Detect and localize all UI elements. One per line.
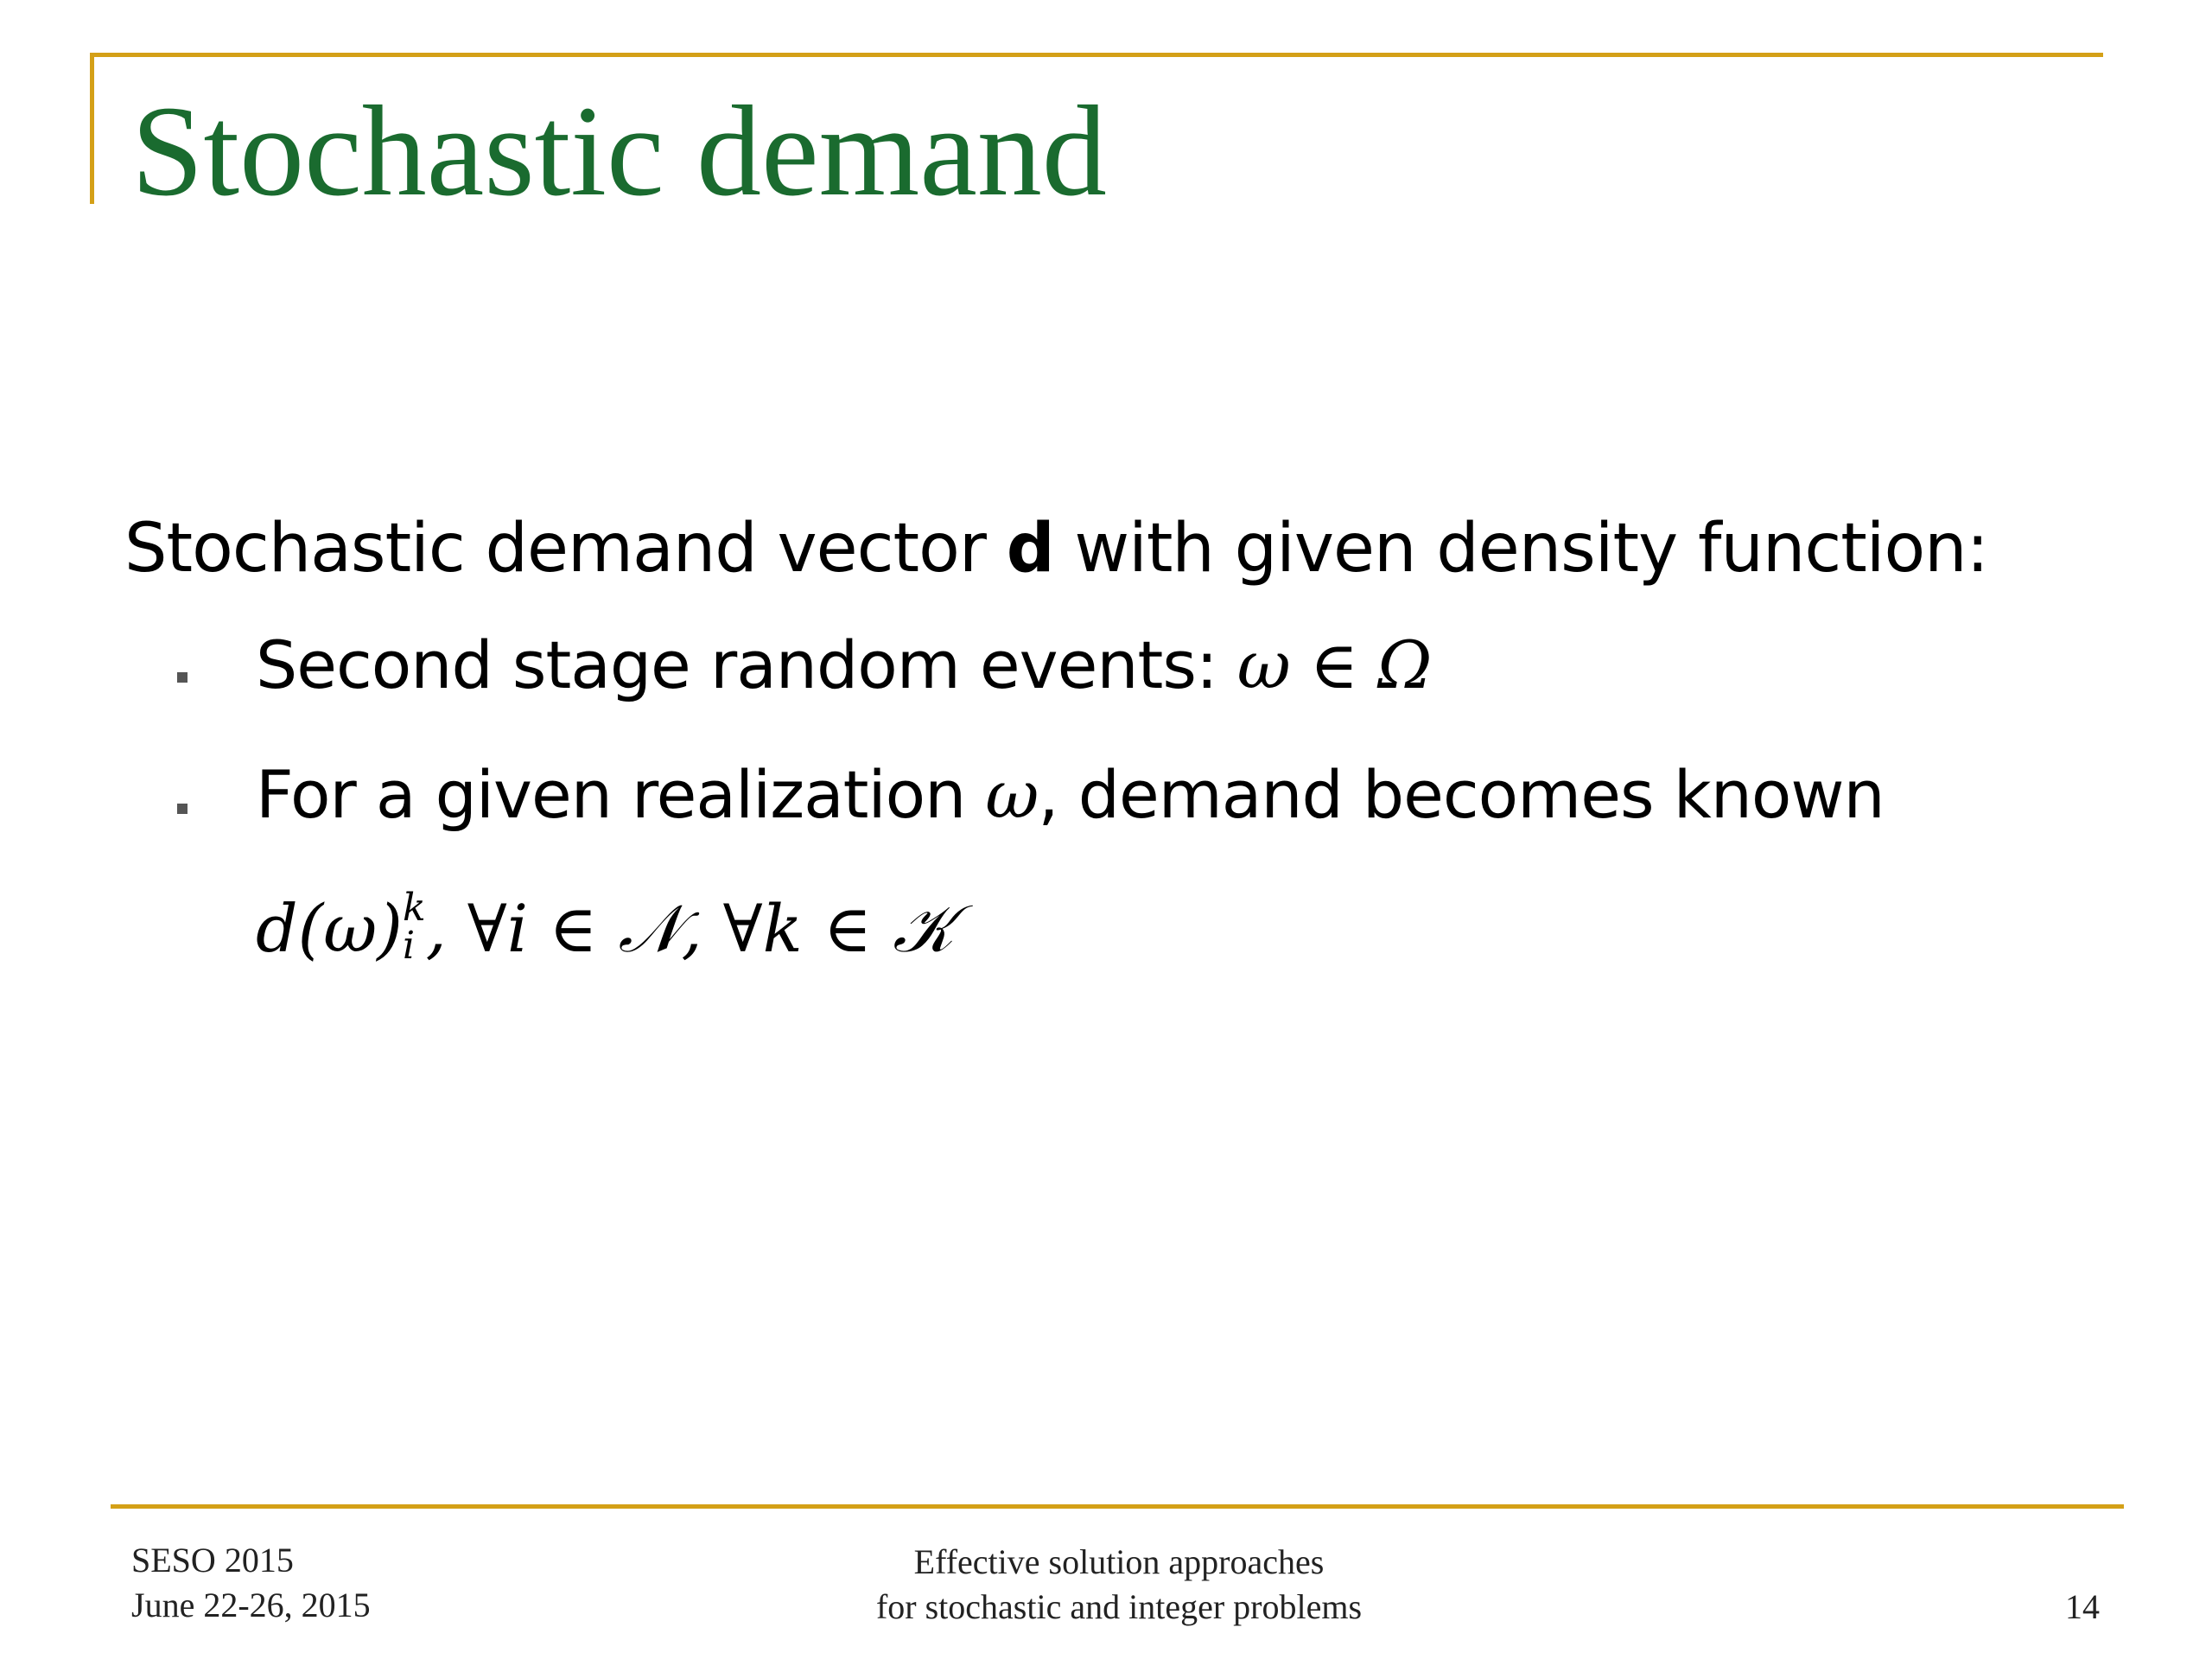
- formula-base: d(ω): [256, 890, 403, 967]
- bullet-1-math: ω ∈ Ω: [1236, 626, 1432, 703]
- footer-talk-title-1: Effective solution approaches: [913, 1542, 1325, 1581]
- intro-line: [124, 510, 1988, 588]
- intro-text-after: with given density function:: [1053, 510, 1988, 588]
- bullet-2-text-after: , demand becomes known: [1038, 756, 1885, 833]
- top-rule: [90, 53, 2103, 57]
- formula-sup: k: [402, 886, 426, 930]
- page-number: 14: [2065, 1587, 2100, 1626]
- title-left-bar: [90, 53, 94, 204]
- footer-left: [131, 1538, 371, 1628]
- bullet-2-text-before: For a given realization: [256, 756, 986, 833]
- bullet-marker-2: [177, 804, 188, 814]
- footer-date: June 22-26, 2015: [131, 1586, 371, 1624]
- demand-formula: [256, 886, 954, 972]
- bullet-marker-1: [177, 672, 188, 683]
- bullet-1-text: Second stage random events:: [256, 626, 1237, 703]
- intro-text-before: Stochastic demand vector: [124, 510, 1007, 588]
- formula-indices: [402, 886, 426, 968]
- footer-talk-title-2: for stochastic and integer problems: [875, 1587, 1363, 1626]
- bullet-2: [256, 756, 1885, 833]
- footer-event: SESO 2015: [131, 1541, 294, 1580]
- bottom-rule: [111, 1504, 2124, 1509]
- footer-center: [674, 1540, 1564, 1630]
- bullet-2-math: ω: [985, 756, 1039, 833]
- bullet-1: [256, 626, 1431, 703]
- intro-bold-d: d: [1006, 510, 1054, 588]
- formula-rest: , ∀i ∈ 𝒩, ∀k ∈ 𝒦: [425, 890, 954, 967]
- formula-sub: i: [402, 924, 416, 968]
- slide-title: Stochastic demand: [131, 79, 1107, 223]
